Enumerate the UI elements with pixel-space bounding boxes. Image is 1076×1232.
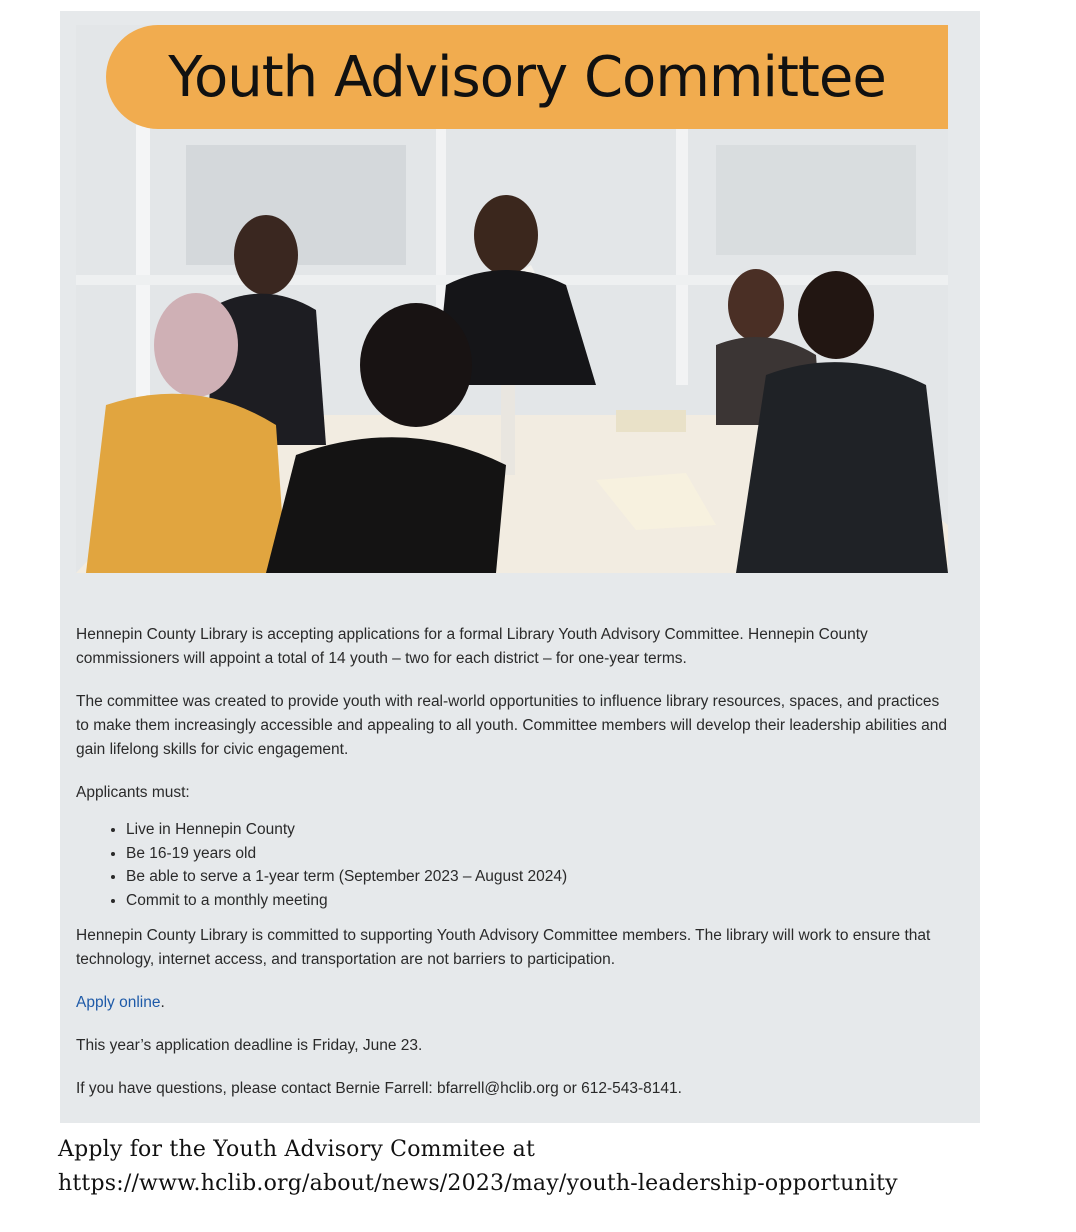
purpose-paragraph: The committee was created to provide youth with real-world opportunities to influence library resources, spaces, and practices to make them increasingly accessible and appealing to all youth. Committee members will develop their leadership abilities and gain lifelong skills for civic engagement. (76, 693, 948, 758)
caption (58, 1133, 898, 1201)
apply-suffix: . (160, 994, 165, 1011)
applicants-heading: Applicants must: (76, 784, 190, 801)
contact-text: If you have questions, please contact Bernie Farrell: bfarrell@hclib.org or 612-543-8141. (76, 1080, 682, 1097)
caption-url[interactable]: https://www.hclib.org/about/news/2023/may/youth-leadership-opportunity (58, 1171, 898, 1196)
title-banner (106, 25, 948, 129)
article-body (76, 623, 956, 1120)
requirement-item: • Be 16-19 years old (126, 842, 956, 866)
support-paragraph: Hennepin County Library is committed to supporting Youth Advisory Committee members. The library will work to ensure that technology, internet access, and transportation are not barriers to participation. (76, 927, 931, 968)
article-panel (60, 11, 980, 1123)
intro-paragraph: Hennepin County Library is accepting applications for a formal Library Youth Advisory Committee. Hennepin County commissioners will appoint a total of 14 youth – two for each district – for one-year terms. (76, 626, 868, 667)
hero-photo (76, 25, 948, 573)
caption-line-1: Apply for the Youth Advisory Commitee at (58, 1137, 536, 1162)
apply-line (76, 991, 956, 1015)
requirement-item: • Commit to a monthly meeting (126, 889, 956, 913)
requirement-item: • Be able to serve a 1-year term (September 2023 – August 2024) (126, 865, 956, 889)
requirement-item: • Live in Hennepin County (126, 818, 956, 842)
deadline-text: This year’s application deadline is Friday, June 23. (76, 1037, 423, 1054)
apply-online-link[interactable]: Apply online (76, 994, 161, 1011)
page-title: Youth Advisory Committee (168, 44, 886, 110)
requirements-list (76, 818, 956, 912)
